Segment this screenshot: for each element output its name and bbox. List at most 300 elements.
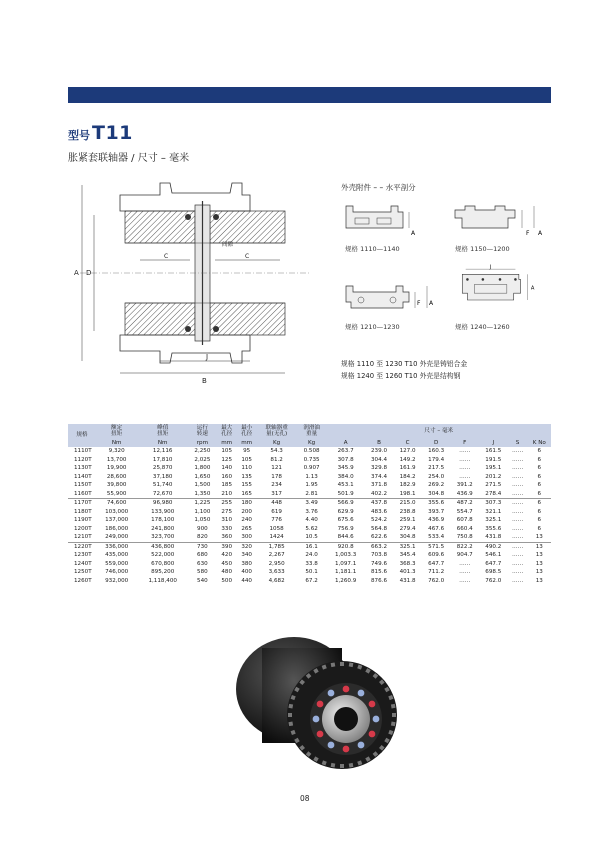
cell-s: ……	[511, 552, 524, 559]
cell-f: 822.2	[456, 543, 473, 550]
cell-rated: 19,900	[106, 465, 127, 472]
cell-b: 622.6	[365, 533, 394, 542]
table-header-row-2	[68, 439, 551, 447]
cell-j: 698.5	[485, 569, 502, 576]
cell-d: 436.9	[428, 517, 445, 524]
cell-model: 1180T	[74, 508, 92, 515]
bolt-head	[316, 730, 323, 737]
housing-variant-2-dim-a: A	[538, 230, 543, 237]
table-row	[68, 542, 551, 551]
cell-a: 453.1	[337, 482, 354, 489]
cell-lube: 2.81	[297, 490, 327, 499]
unit-nm-2: Nm	[137, 439, 188, 447]
cell-rated: 137,000	[105, 517, 129, 524]
cell-b: 329.8	[370, 465, 387, 472]
cell-maxbore: 360	[217, 533, 237, 542]
cell-c: 184.2	[399, 473, 416, 480]
cell-minbore: 180	[241, 500, 252, 507]
cell-speed: 630	[197, 560, 208, 567]
cell-rated: 39,800	[106, 482, 127, 489]
cell-s: ……	[508, 533, 528, 542]
cell-s: ……	[511, 448, 524, 455]
cell-j: 325.1	[485, 517, 502, 524]
cell-b: 239.0	[370, 448, 387, 455]
grid-tooth	[392, 713, 396, 717]
cell-kno: 6	[537, 500, 542, 507]
cell-weight: 1424	[257, 533, 297, 542]
cell-minbore: 200	[241, 508, 252, 515]
cell-c: 431.8	[399, 577, 416, 584]
cell-maxbore: 330	[221, 525, 233, 532]
cell-lube: 0.735	[303, 456, 320, 463]
cell-model: 1230T	[74, 552, 92, 559]
cell-peak: 436,800	[151, 543, 175, 550]
housing-note-1: 规格 1110 至 1230 T10 外壳是铸铝合金	[341, 360, 468, 368]
cell-f: ……	[459, 569, 471, 576]
model-heading	[68, 122, 133, 144]
table-row	[68, 533, 551, 542]
col-d-header: D	[422, 439, 451, 447]
cell-d: 609.6	[428, 552, 445, 559]
cell-kno: 6	[537, 473, 542, 480]
cell-peak: 1,118,400	[148, 577, 177, 584]
cell-j: 278.4	[479, 490, 508, 499]
bolt-head	[316, 700, 323, 707]
grid-tooth	[331, 662, 336, 667]
cell-lube: 1.95	[305, 482, 318, 489]
cell-j: 647.7	[485, 560, 502, 567]
cell-peak: 37,180	[152, 473, 173, 480]
col-rated-torque-header: 额定 扭矩	[96, 424, 137, 439]
cell-a: 920.8	[337, 543, 354, 550]
cell-f: 607.8	[456, 517, 473, 524]
cell-lube: 1.13	[305, 473, 318, 480]
cell-peak: 12,116	[152, 448, 173, 455]
cell-model: 1220T	[74, 543, 92, 550]
col-model-header: 规格	[68, 424, 96, 447]
cell-a: 844.6	[327, 533, 365, 542]
housing-variant-4-dim-j: J	[489, 264, 492, 271]
col-f-header: F	[450, 439, 479, 447]
cell-j: 431.8	[479, 533, 508, 542]
cell-minbore: 400	[241, 569, 252, 576]
cell-kno: 6	[537, 517, 542, 524]
grid-tooth	[340, 764, 344, 768]
dim-c-left-label: C	[164, 253, 169, 260]
cell-minbore: 95	[243, 448, 251, 455]
dim-c-right-label: C	[245, 253, 250, 260]
cell-a: 1,260.9	[334, 577, 357, 584]
cell-s: ……	[511, 560, 524, 567]
cell-rated: 559,000	[105, 560, 129, 567]
col-weight-header: 联轴器重 量(无孔)	[257, 424, 297, 439]
table-row	[68, 560, 551, 569]
cell-weight: 776	[271, 517, 282, 524]
cell-d: 269.2	[428, 482, 445, 489]
gap-label: 间隙	[222, 242, 234, 248]
cell-model: 1200T	[74, 525, 92, 532]
table-row	[68, 490, 551, 499]
cell-b: 437.8	[370, 500, 387, 507]
cell-lube: 50.1	[305, 569, 318, 576]
cell-f: 750.8	[450, 533, 479, 542]
cell-lube: 67.2	[305, 577, 318, 584]
cell-a: 345.9	[337, 465, 354, 472]
cell-minbore: 440	[241, 577, 252, 584]
cell-model: 1160T	[68, 490, 96, 499]
dim-b-label: B	[202, 377, 207, 385]
cell-model: 1190T	[74, 517, 92, 524]
bolt-head	[312, 715, 319, 722]
cell-b: 876.6	[370, 577, 387, 584]
cell-weight: 178	[271, 473, 282, 480]
cell-d: 179.4	[428, 456, 445, 463]
top-brand-bar	[68, 87, 551, 103]
unit-kg-1: Kg	[257, 439, 297, 447]
housing-variant-4-label: 规格 1240—1260	[455, 323, 510, 331]
cell-model: 1110T	[74, 448, 92, 455]
cell-lube: 3.49	[305, 500, 318, 507]
cell-minbore: 105	[241, 456, 252, 463]
table-row	[68, 568, 551, 577]
table-row	[68, 499, 551, 508]
grid-tooth	[288, 722, 293, 727]
cell-minbore: 300	[237, 533, 257, 542]
table-row	[68, 481, 551, 490]
cell-speed: 2,025	[194, 456, 211, 463]
cell-maxbore: 390	[221, 543, 233, 550]
cell-weight: 3,633	[268, 569, 285, 576]
dim-d-label: D	[86, 269, 92, 277]
cell-b: 703.8	[370, 552, 387, 559]
cell-a: 1,181.1	[334, 569, 357, 576]
cell-f: ……	[459, 448, 471, 455]
cell-rated: 932,000	[105, 577, 129, 584]
bolt-head	[368, 730, 375, 737]
cell-model: 1140T	[74, 473, 92, 480]
cell-kno: 13	[535, 552, 543, 559]
cell-lube: 16.1	[305, 543, 318, 550]
cell-j: 307.3	[485, 500, 502, 507]
cell-model: 1240T	[74, 560, 92, 567]
cell-a: 756.9	[337, 525, 354, 532]
cell-d: 393.7	[428, 508, 445, 515]
cell-b: 402.2	[365, 490, 394, 499]
cell-lube: 24.0	[305, 552, 318, 559]
table-row	[68, 577, 551, 586]
cell-speed: 1,100	[194, 508, 211, 515]
bolt-head	[327, 689, 334, 696]
cell-minbore: 240	[241, 517, 252, 524]
cell-kno: 6	[528, 490, 551, 499]
cell-speed: 1,500	[194, 482, 211, 489]
model-code: T11	[92, 122, 133, 144]
cell-a: 1,097.1	[334, 560, 357, 567]
page-subtitle: 胀紧套联轴器 / 尺寸 – 毫米	[68, 153, 190, 164]
cell-maxbore: 105	[221, 448, 233, 455]
cell-b: 564.8	[370, 525, 387, 532]
housing-variant-2-label: 规格 1150—1200	[455, 245, 510, 253]
table-row	[68, 525, 551, 534]
cell-weight: 81.2	[270, 456, 283, 463]
cell-a: 675.6	[337, 517, 354, 524]
page-number: 08	[300, 794, 310, 803]
cell-speed: 580	[197, 569, 208, 576]
cell-minbore: 340	[241, 552, 252, 559]
col-kno-header: K No	[528, 439, 551, 447]
cell-f: 660.4	[456, 525, 473, 532]
bolt-head	[372, 715, 379, 722]
col-min-bore-header: 最小 孔径	[237, 424, 257, 439]
cell-b: 371.8	[370, 482, 387, 489]
cell-c: 259.1	[399, 517, 416, 524]
unit-mm-1: mm	[217, 439, 237, 447]
cell-j: 161.5	[485, 448, 502, 455]
cell-model: 1120T	[74, 456, 92, 463]
cell-peak: 72,670	[137, 490, 188, 499]
col-a-header: A	[327, 439, 365, 447]
cell-weight: 317	[257, 490, 297, 499]
cell-kno: 6	[537, 525, 542, 532]
cell-a: 629.9	[337, 508, 354, 515]
cell-rated: 9,320	[108, 448, 125, 455]
col-peak-torque-header: 峰值 扭矩	[137, 424, 188, 439]
cell-lube: 3.76	[305, 508, 318, 515]
cell-d: 533.4	[422, 533, 451, 542]
bolt-head	[342, 685, 349, 692]
table-row	[68, 456, 551, 465]
cell-peak: 51,740	[152, 482, 173, 489]
cell-lube: 5.62	[305, 525, 318, 532]
cell-peak: 241,800	[151, 525, 175, 532]
cell-s: ……	[511, 456, 524, 463]
cell-weight: 4,682	[268, 577, 285, 584]
cell-f: ……	[459, 577, 471, 584]
cell-lube: 10.5	[297, 533, 327, 542]
cell-speed: 900	[197, 525, 208, 532]
cell-peak: 133,900	[151, 508, 175, 515]
cell-speed: 730	[197, 543, 208, 550]
cell-rated: 28,600	[106, 473, 127, 480]
cell-peak: 96,980	[152, 500, 173, 507]
table-header-row-1	[68, 424, 551, 439]
cell-weight: 448	[271, 500, 282, 507]
housing-section-title: 外壳附件 – – 水平剖分	[341, 183, 416, 192]
cell-speed: 1,650	[194, 473, 211, 480]
cell-c: 304.8	[393, 533, 422, 542]
cell-model: 1250T	[74, 569, 92, 576]
cell-f: ……	[459, 465, 471, 472]
grid-tooth	[288, 704, 293, 709]
spec-table	[68, 424, 551, 585]
cell-a: 501.9	[327, 490, 365, 499]
cell-kno: 6	[537, 448, 542, 455]
cell-maxbore: 255	[221, 500, 233, 507]
coupling-cross-section-drawing	[60, 175, 320, 387]
cell-d: 711.2	[428, 569, 445, 576]
cell-c: 238.8	[399, 508, 416, 515]
cell-f: 487.2	[456, 500, 473, 507]
unit-nm-1: Nm	[96, 439, 137, 447]
cell-c: 325.1	[399, 543, 416, 550]
cell-s: ……	[508, 490, 528, 499]
cell-s: ……	[511, 500, 524, 507]
cell-j: 546.1	[485, 552, 502, 559]
cell-kno: 13	[535, 560, 543, 567]
grid-tooth	[331, 763, 336, 768]
cell-model: 1210T	[68, 533, 96, 542]
cell-d: 571.5	[428, 543, 445, 550]
cell-kno: 6	[537, 465, 542, 472]
unit-mm-2: mm	[237, 439, 257, 447]
cell-weight: 619	[271, 508, 282, 515]
cell-lube: 0.508	[303, 448, 320, 455]
cell-peak: 178,100	[151, 517, 175, 524]
cell-s: ……	[511, 517, 524, 524]
cell-lube: 33.8	[305, 560, 318, 567]
col-dimensions-header: 尺寸 – 毫米	[327, 424, 551, 439]
cell-model: 1130T	[74, 465, 92, 472]
cell-weight: 54.3	[270, 448, 283, 455]
cell-maxbore: 480	[221, 569, 233, 576]
cell-s: ……	[511, 508, 524, 515]
cell-minbore: 155	[241, 482, 252, 489]
dim-j-label: J	[206, 353, 209, 361]
col-speed-header: 运行 转速	[188, 424, 217, 439]
cell-c: 368.3	[399, 560, 416, 567]
bolt-head	[327, 741, 334, 748]
cell-peak: 522,000	[151, 552, 175, 559]
coupling-product-photo	[222, 633, 412, 773]
cell-c: 127.0	[399, 448, 416, 455]
cell-b: 524.2	[370, 517, 387, 524]
dim-a-label: A	[74, 269, 79, 277]
cell-d: 304.8	[422, 490, 451, 499]
cell-kno: 6	[537, 508, 542, 515]
housing-variant-3-label: 规格 1210—1230	[345, 323, 400, 331]
cell-j: 191.5	[485, 456, 502, 463]
cell-minbore: 110	[241, 465, 252, 472]
cell-d: 254.0	[428, 473, 445, 480]
cell-d: 467.6	[428, 525, 445, 532]
cell-maxbore: 500	[221, 577, 233, 584]
cell-f: ……	[459, 560, 471, 567]
cell-rated: 435,000	[105, 552, 129, 559]
cell-j: 321.1	[485, 508, 502, 515]
cell-maxbore: 275	[221, 508, 233, 515]
cell-maxbore: 310	[221, 517, 233, 524]
col-lube-header: 润滑油 重量	[297, 424, 327, 439]
cell-peak: 17,810	[152, 456, 173, 463]
housing-variant-4-drawing	[450, 264, 550, 324]
cell-c: 215.0	[399, 500, 416, 507]
cell-peak: 323,700	[137, 533, 188, 542]
cell-rated: 746,000	[105, 569, 129, 576]
cell-c: 161.9	[399, 465, 416, 472]
cell-weight: 1058	[269, 525, 284, 532]
cell-c: 345.4	[399, 552, 416, 559]
cell-b: 483.6	[370, 508, 387, 515]
cell-kno: 6	[537, 482, 542, 489]
housing-variant-1-dim-a: A	[411, 230, 416, 237]
cell-maxbore: 125	[221, 456, 233, 463]
cell-b: 374.4	[370, 473, 387, 480]
table-row	[68, 551, 551, 560]
cell-b: 304.4	[370, 456, 387, 463]
cell-maxbore: 450	[221, 560, 233, 567]
cell-weight: 2,267	[268, 552, 285, 559]
cell-j: 271.5	[485, 482, 502, 489]
cell-model: 1170T	[74, 500, 92, 507]
cell-s: ……	[511, 543, 524, 550]
housing-variant-1-label: 规格 1110—1140	[345, 245, 400, 253]
cell-minbore: 165	[237, 490, 257, 499]
cell-maxbore: 140	[221, 465, 233, 472]
col-s-header: S	[508, 439, 528, 447]
grid-tooth	[349, 662, 354, 667]
cell-speed: 1,050	[194, 517, 211, 524]
cell-rated: 249,000	[96, 533, 137, 542]
cell-s: ……	[511, 465, 524, 472]
col-j-header: J	[479, 439, 508, 447]
table-row	[68, 464, 551, 473]
grid-tooth	[340, 662, 344, 666]
bolt-head	[342, 745, 349, 752]
cell-f: 904.7	[456, 552, 473, 559]
cell-maxbore: 160	[221, 473, 233, 480]
housing-variant-3-dim-f: F	[417, 300, 421, 307]
cell-d: 160.3	[428, 448, 445, 455]
housing-note-2: 规格 1240 至 1260 T10 外壳是结构钢	[341, 372, 461, 380]
cell-s: ……	[511, 473, 524, 480]
cell-f: ……	[459, 456, 471, 463]
spec-table-body	[68, 447, 551, 585]
cell-rated: 186,000	[105, 525, 129, 532]
cell-rated: 55,900	[96, 490, 137, 499]
cell-j: 355.6	[485, 525, 502, 532]
cell-a: 1,003.3	[334, 552, 357, 559]
cell-maxbore: 420	[221, 552, 233, 559]
cell-kno: 13	[535, 577, 543, 584]
cell-c: 182.9	[399, 482, 416, 489]
cell-rated: 336,000	[105, 543, 129, 550]
cell-c: 401.3	[399, 569, 416, 576]
cell-speed: 540	[197, 577, 208, 584]
cell-b: 749.6	[370, 560, 387, 567]
bolt-head	[357, 689, 364, 696]
cell-kno: 13	[528, 533, 551, 542]
cell-weight: 2,950	[268, 560, 285, 567]
cell-peak: 25,870	[152, 465, 173, 472]
housing-variant-3-dim-a: A	[429, 300, 434, 307]
cell-rated: 74,600	[106, 500, 127, 507]
housing-variant-2-dim-f: F	[526, 230, 530, 237]
cell-d: 217.5	[428, 465, 445, 472]
cell-lube: 0.907	[303, 465, 320, 472]
grid-tooth	[391, 722, 396, 727]
cell-kno: 6	[537, 456, 542, 463]
cell-model: 1150T	[74, 482, 92, 489]
housing-variant-4-dim-a: A	[530, 285, 535, 292]
cell-speed: 820	[188, 533, 217, 542]
unit-rpm: rpm	[188, 439, 217, 447]
cell-c: 279.4	[399, 525, 416, 532]
cell-s: ……	[511, 525, 524, 532]
cell-rated: 103,000	[105, 508, 129, 515]
cell-a: 263.7	[337, 448, 354, 455]
table-row	[68, 508, 551, 517]
cell-minbore: 320	[241, 543, 252, 550]
